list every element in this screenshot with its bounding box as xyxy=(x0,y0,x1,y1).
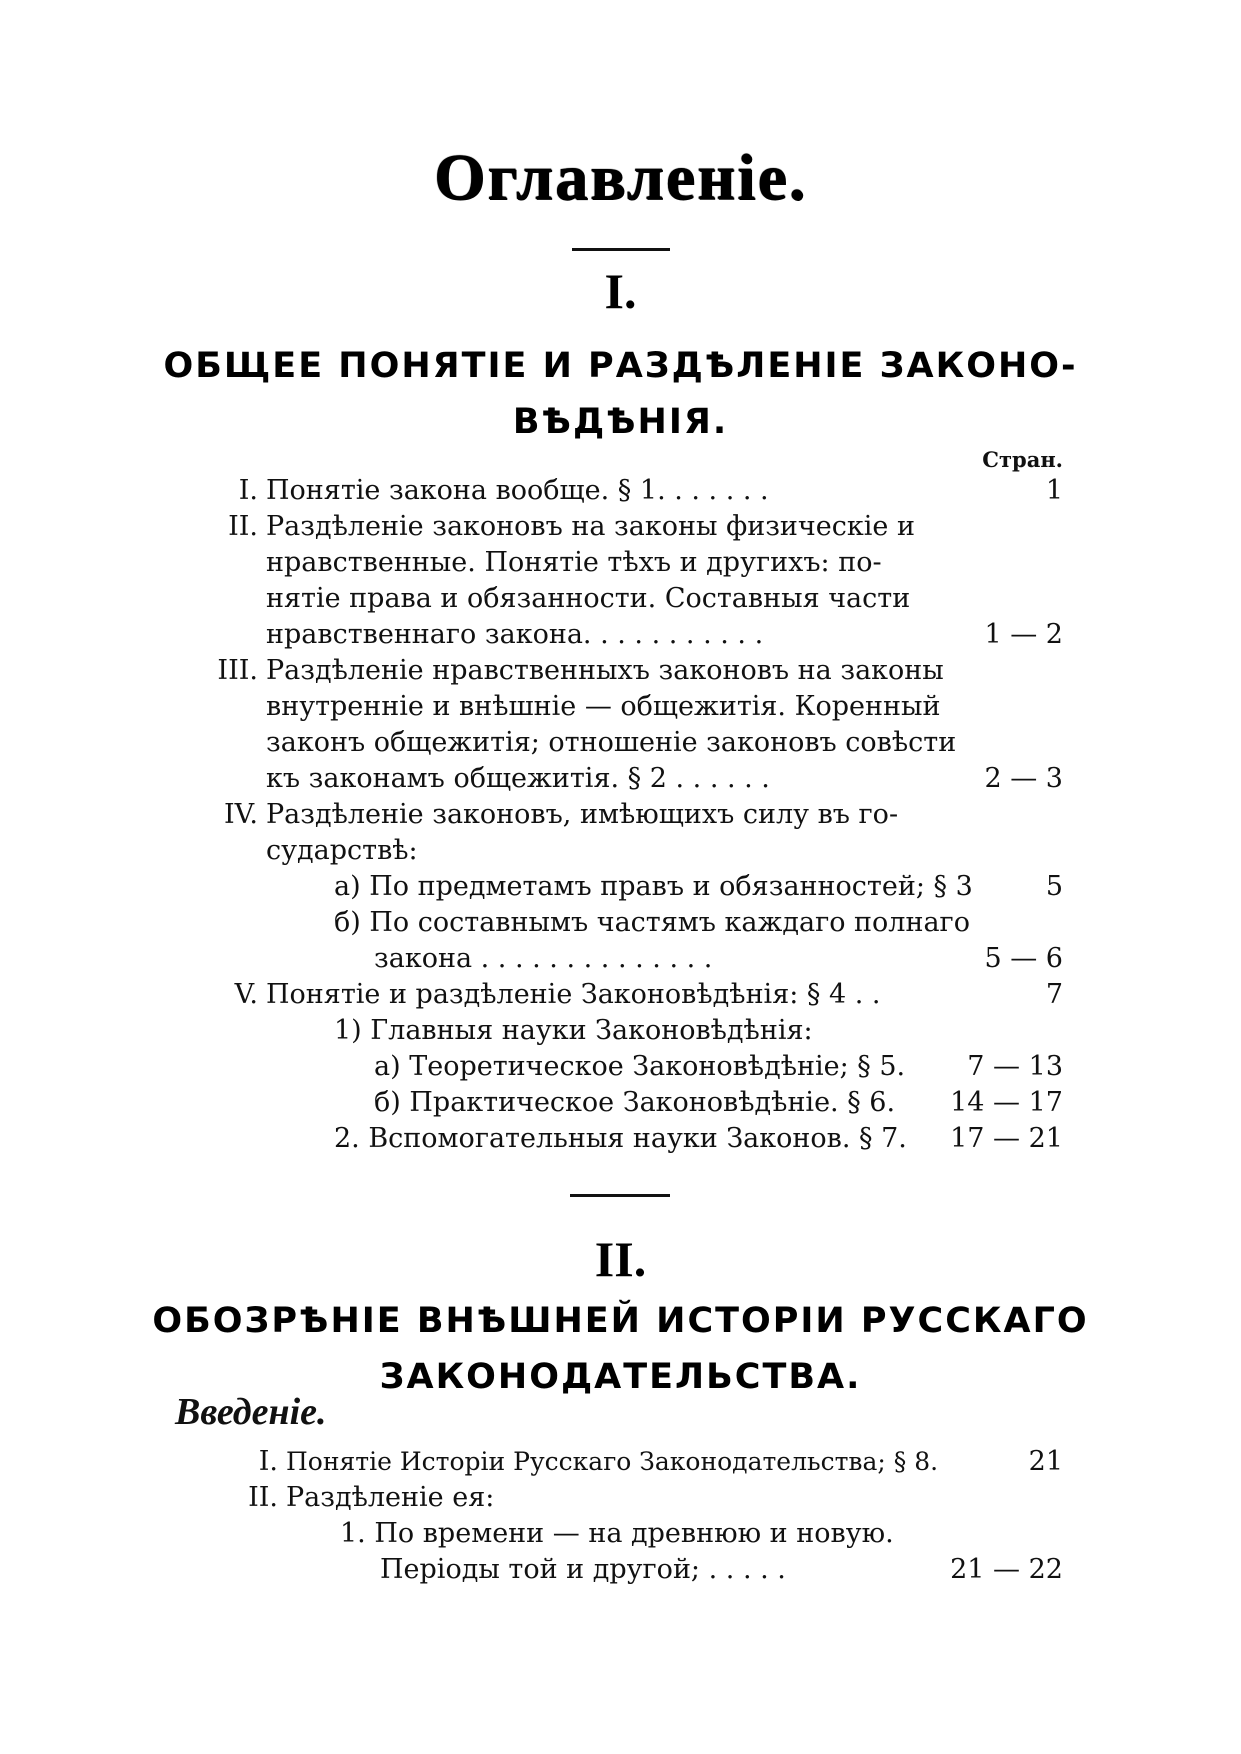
page-column-label: Стран. xyxy=(982,447,1063,472)
entry-pages: 14 — 17 xyxy=(950,1087,1063,1118)
entry-text: Раздѣленіе ея: xyxy=(286,1482,495,1513)
subentry-text: 2. Вспомогательныя науки Законов. § 7. xyxy=(334,1123,907,1154)
divider-middle xyxy=(570,1194,670,1197)
entry-pages: 17 — 21 xyxy=(950,1123,1063,1154)
section-heading-2-line2: ЗАКОНОДАТЕЛЬСТВА. xyxy=(379,1357,862,1397)
section-numeral-1: I. xyxy=(604,263,637,319)
entry-number: II. xyxy=(248,1482,278,1513)
subentry-text: 1) Главныя науки Законовѣдѣнія: xyxy=(334,1015,813,1046)
subentry-text: Періоды той и другой; . . . . . xyxy=(380,1554,786,1585)
entry-number: I. xyxy=(258,1446,278,1477)
intro-heading: Введеніе. xyxy=(175,1391,327,1433)
entry-text: нравственнаго закона. . . . . . . . . . . xyxy=(266,619,764,650)
entry-pages: 1 xyxy=(1045,475,1063,506)
subentry-text: б) Практическое Законовѣдѣніе. § 6. xyxy=(374,1087,896,1118)
entry-number: I. xyxy=(238,475,258,506)
entry-text: Раздѣленіе нравственныхъ законовъ на законы xyxy=(266,655,944,686)
entry-text: нятіе права и обязанности. Составныя части xyxy=(266,583,911,614)
entry-number: III. xyxy=(217,655,258,686)
entry-text: сударствѣ: xyxy=(266,835,418,866)
entry-number: IV. xyxy=(223,799,258,830)
entry-pages: 21 — 22 xyxy=(950,1554,1063,1585)
section-heading-1-line1: ОБЩЕЕ ПОНЯТІЕ И РАЗДѢЛЕНІЕ ЗАКОНО- xyxy=(163,346,1078,386)
entry-pages: 2 — 3 xyxy=(984,763,1063,794)
entry-pages: 1 — 2 xyxy=(984,619,1063,650)
divider-top xyxy=(572,248,670,251)
entry-text: Раздѣленіе законовъ на законы физическіе и xyxy=(266,511,915,542)
entry-pages: 5 xyxy=(1045,871,1063,902)
subentry-text: б) По составнымъ частямъ каждаго полнаго xyxy=(334,907,970,938)
entry-text: Понятіе и раздѣленіе Законовѣдѣнія: § 4 . . xyxy=(266,979,881,1010)
section-heading-2 xyxy=(150,1293,1091,1405)
entry-text: законъ общежитія; отношеніе законовъ совѣсти xyxy=(266,727,957,758)
entry-text: Понятіе Исторіи Русскаго Законодательства; § 8. xyxy=(286,1447,939,1476)
subentry-text: а) По предметамъ правъ и обязанностей; § 3 xyxy=(334,871,973,902)
section-numeral-2: II. xyxy=(594,1231,647,1287)
entry-text: къ законамъ общежитія. § 2 . . . . . . xyxy=(266,763,770,794)
section-heading-2-line1: ОБОЗРѢНІЕ ВНѢШНЕЙ ИСТОРІИ РУССКАГО xyxy=(152,1301,1089,1341)
entry-number: V. xyxy=(234,979,258,1010)
page-title: Оглавленіе. xyxy=(433,141,808,214)
entry-pages: 7 — 13 xyxy=(967,1051,1063,1082)
entry-text: Понятіе закона вообще. § 1. . . . . . . xyxy=(266,475,769,506)
entry-pages: 7 xyxy=(1045,979,1063,1010)
section-heading-1-line2: ВѢДѢНІЯ. xyxy=(512,402,729,442)
subentry-text: 1. По времени — на древнюю и новую. xyxy=(340,1518,894,1549)
subentry-text: а) Теоретическое Законовѣдѣніе; § 5. xyxy=(374,1051,906,1082)
entry-pages: 21 xyxy=(1028,1446,1063,1477)
entry-number: II. xyxy=(228,511,258,542)
subentry-text: закона . . . . . . . . . . . . . . xyxy=(374,943,713,974)
entry-text: Раздѣленіе законовъ, имѣющихъ силу въ го- xyxy=(266,799,899,830)
entry-text: нравственные. Понятіе тѣхъ и другихъ: по- xyxy=(266,547,882,578)
section-heading-1 xyxy=(150,338,1091,450)
entry-text: внутренніе и внѣшніе — общежитія. Коренный xyxy=(266,691,941,722)
entry-pages: 5 — 6 xyxy=(984,943,1063,974)
